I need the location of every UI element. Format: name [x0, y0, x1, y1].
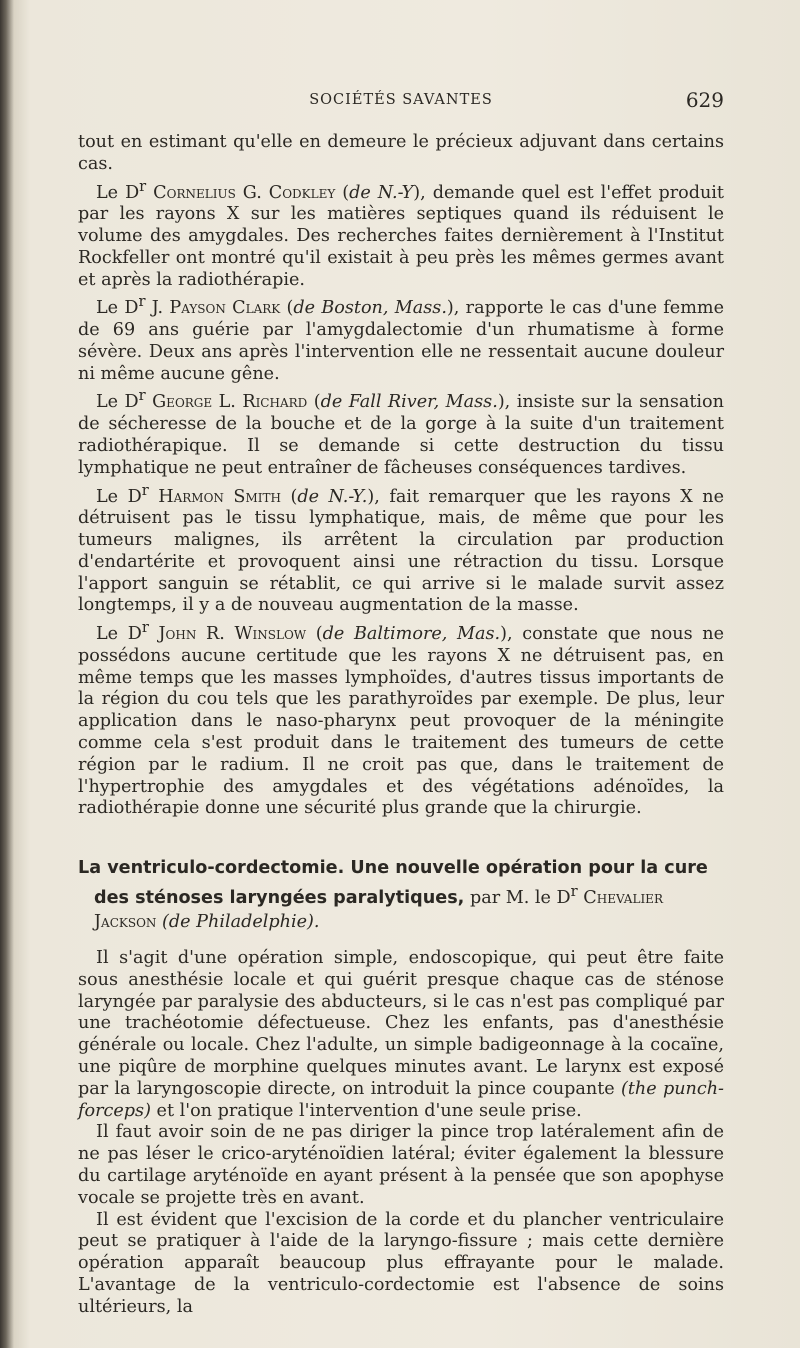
paragraph: Le $D^r$ John R. Winslow (de Baltimore, Mas.), constate que nous ne possédons aucune certitude que les rayons X ne détruisent pas, en même temps que les masses lymphoïdes, d'autres tissus importants de la région du cou tels que les parathyroïdes par exemple. De plus, leur application dans le naso-pharynx peut provoquer de la méningite comme cela s'est produit dans le traitement des tumeurs de cette région par le radium. Il ne croit pas que, dans le traitement de l'hypertrophie des amygdales et des végétations adénoïdes, la radiothérapie donne une sécurité plus grande que la chirurgie.	[78, 619, 724, 819]
speaker-place: de Boston, Mass.	[293, 298, 447, 319]
paragraph: Il est évident que l'excision de la corde et du plancher ventriculaire peut se pratiquer à l'aide de la laryngo-fissure ; mais cette dernière opération apparaît beaucoup plus effrayante pour le malade. L'avantage de la ventriculo-cordectomie est l'absence de soins ultérieurs, la	[78, 1209, 724, 1317]
running-head	[78, 88, 724, 118]
paragraph: Le $D^r$ Harmon Smith (de N.-Y.), fait remarquer que les rayons X ne détruisent pas le tissu lymphatique, mais, de même que pour les tumeurs malignes, ils arrêtent la circulation par production d'endartérite et provoquent ainsi une rétraction du tissu. Lorsque l'apport sanguin se rétablit, ce qui arrive si le malade survit assez longtemps, il y a de nouveau augmentation de la masse.	[78, 481, 725, 616]
speaker-name: Cornelius G. Codkley	[153, 182, 336, 203]
section-title-line-1: La ventriculo-cordectomie. Une nouvelle opération pour la cure	[78, 858, 708, 879]
speaker-name: John R. Winslow	[158, 624, 307, 645]
paragraph: Il s'agit d'une opération simple, endoscopique, qui peut être faite sous anesthésie locale et qui guérit presque chaque cas de sténose laryngée par paralysie des abducteurs, si le cas n'est pas compliqué par une trachéotomie défectueuse. Chez les enfants, pas d'anesthésie générale ou locale. Chez l'adulte, un simple badigeonnage à la cocaïne, une piqûre de morphine quelques minutes avant. Le larynx est exposé par la laryngoscopie directe, on introduit la pince coupante (the punch-forceps) et l'on pratique l'intervention d'une seule prise.	[78, 948, 725, 1121]
page-number: 629	[685, 88, 724, 112]
speaker-place: de N.-Y.	[297, 486, 368, 507]
paragraph: Le $D^r$ George L. Richard (de Fall River, Mass.), insiste sur la sensation de sécheresse de la bouche et de la gorge à la suite d'un traitement radiothérapique. Il se demande si cette destruction du tissu lymphatique ne peut entraîner de fâcheuses conséquences tardives.	[78, 387, 724, 478]
speaker-place: de Fall River, Mass.	[320, 392, 498, 413]
speaker-name: George L. Richard	[152, 392, 308, 413]
section-author: Chevalier Jackson	[94, 888, 663, 933]
speaker-place: de N.-Y	[349, 182, 414, 203]
paragraph: tout en estimant qu'elle en demeure le précieux adjuvant dans certains cas.	[78, 132, 724, 174]
speaker-name: Harmon Smith	[158, 486, 281, 507]
running-title: SOCIÉTÉS SAVANTES	[309, 92, 493, 108]
paragraph: Le $D^r$ J. Payson Clark (de Boston, Mass.), rapporte le cas d'une femme de 69 ans guérie par l'amygdalectomie d'un rhumatisme à forme sévère. Deux ans après l'intervention elle ne ressentait aucune douleur ni même aucune gêne.	[78, 293, 724, 384]
page-text	[78, 132, 724, 1319]
section-title-line-2: des sténoses laryngées paralytiques,	[94, 888, 465, 909]
paragraph: Il faut avoir soin de ne pas diriger la pince trop latéralement afin de ne pas léser le crico-aryténoïdien latéral; éviter également la blessure du cartilage aryténoïde en ayant présent à la pensée que son apophyse vocale se projette très en avant.	[78, 1122, 724, 1208]
speaker-place: de Baltimore, Mas.	[322, 624, 501, 645]
speaker-name: J. Payson Clark	[151, 298, 281, 319]
section-place: (de Philadelphie).	[162, 912, 320, 933]
paragraph: Le $D^r$ Cornelius G. Codkley (de N.-Y), demande quel est l'effet produit par les rayons X sur les matières septiques quand ils réduisent le volume des amygdales. Des recherches faites dernièrement à l'Institut Rockfeller ont montré qu'il existait à peu près les mêmes germes avant et après la radiothérapie.	[78, 177, 724, 290]
section-heading: La ventriculo-cordectomie. Une nouvelle opération pour la cure des sténoses laryngées paralytiques, par M. le $D^r$ Chevalier Jackson (de Philadelphie).	[78, 858, 708, 933]
